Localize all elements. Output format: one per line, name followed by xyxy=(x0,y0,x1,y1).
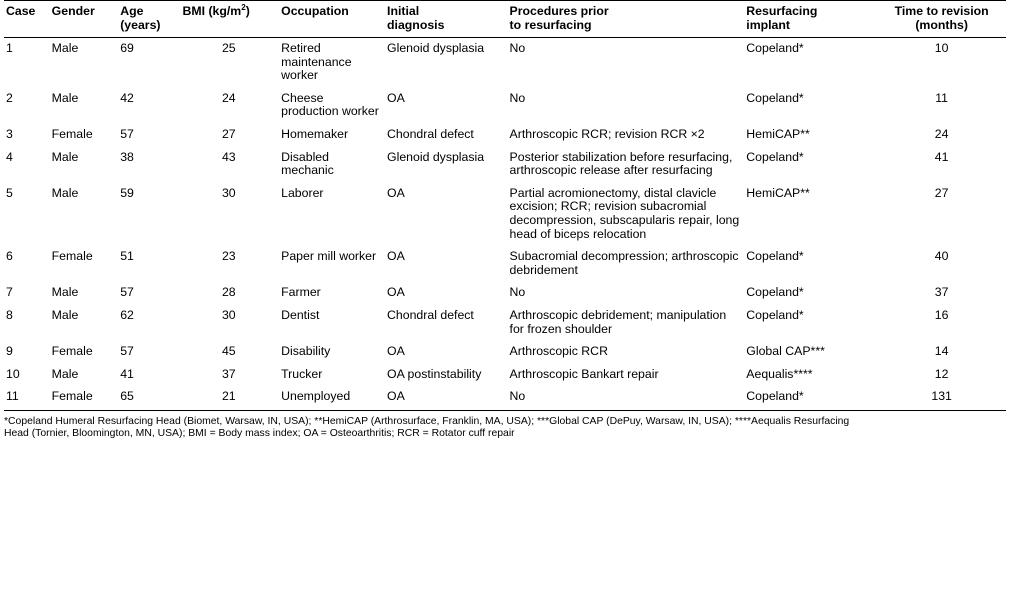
cell-procedures: No xyxy=(509,285,526,300)
cell-diagnosis: OA xyxy=(387,285,405,300)
cell-implant: HemiCAP** xyxy=(746,185,810,200)
cell-time: 131 xyxy=(879,386,1006,410)
column-header-time-to-revision: Time to revision (months) xyxy=(879,1,1006,38)
cell-gender: Male xyxy=(51,307,79,322)
cell-diagnosis: Glenoid dysplasia xyxy=(387,41,485,55)
cell-gender: Female xyxy=(51,344,93,359)
cell-implant: Copeland* xyxy=(746,307,804,322)
cell-occupation: Laborer xyxy=(281,185,324,200)
column-header-diagnosis: Initial diagnosis xyxy=(385,1,508,38)
table-header-row xyxy=(4,1,1006,38)
cell-time: 40 xyxy=(934,249,949,264)
cell-age: 41 xyxy=(120,366,134,381)
table-row xyxy=(4,147,1006,183)
cell-procedures: Posterior stabilization before resurfacing, arthroscopic release after resurfacing xyxy=(509,149,733,178)
cell-time: 24 xyxy=(934,126,949,141)
cell-case: 1 xyxy=(6,41,13,55)
cell-time: 41 xyxy=(934,149,949,164)
cell-age: 57 xyxy=(120,126,134,141)
cell-time: 12 xyxy=(934,366,949,381)
cell-procedures: No xyxy=(508,386,745,410)
cell-bmi: 43 xyxy=(221,149,236,164)
cell-implant: Copeland* xyxy=(746,285,804,300)
cell-gender: Female xyxy=(51,126,93,141)
cell-age: 69 xyxy=(120,41,134,55)
table-row xyxy=(4,305,1006,341)
cell-case: 9 xyxy=(6,344,13,359)
column-header-procedures: Procedures prior to resurfacing xyxy=(508,1,745,38)
cell-age: 38 xyxy=(120,149,134,164)
cell-occupation: Unemployed xyxy=(279,386,385,410)
table-header xyxy=(4,1,1006,38)
cell-gender: Male xyxy=(51,366,79,381)
cell-diagnosis: OA xyxy=(387,344,405,359)
cell-diagnosis: Glenoid dysplasia xyxy=(387,149,485,164)
cell-bmi: 30 xyxy=(221,307,236,322)
cell-case: 4 xyxy=(6,149,13,164)
cell-case: 10 xyxy=(6,366,20,381)
column-header-gender: Gender xyxy=(50,1,119,38)
column-header-bmi xyxy=(180,1,279,38)
cell-diagnosis: Chondral defect xyxy=(387,307,474,322)
cell-age: 42 xyxy=(120,90,134,105)
cell-occupation: Farmer xyxy=(281,285,321,300)
table-row xyxy=(4,88,1006,124)
cell-bmi: 24 xyxy=(221,90,236,105)
cell-case: 2 xyxy=(6,90,13,105)
cell-time: 10 xyxy=(934,41,949,55)
cell-bmi: 30 xyxy=(221,185,236,200)
cell-procedures: Arthroscopic Bankart repair xyxy=(509,366,659,381)
cell-procedures: Arthroscopic RCR; revision RCR ×2 xyxy=(509,126,705,141)
cell-case: 11 xyxy=(4,386,50,410)
table-row xyxy=(4,246,1006,282)
cell-procedures: Arthroscopic RCR xyxy=(509,344,608,359)
cell-implant: Copeland* xyxy=(746,249,804,264)
cell-age: 62 xyxy=(120,307,134,322)
footnote-line-1: *Copeland Humeral Resurfacing Head (Biomet, Warsaw, IN, USA); **HemiCAP (Arthrosurface, Franklin, MA, USA); ***Global CAP (DePuy, Warsaw, IN, USA); ****Aequalis Resurfacing xyxy=(4,415,850,427)
cell-occupation: Homemaker xyxy=(281,126,349,141)
cell-implant: Global CAP*** xyxy=(746,344,825,359)
table-row xyxy=(4,386,1006,410)
cell-age: 51 xyxy=(120,249,134,264)
cell-time: 27 xyxy=(934,185,949,200)
cell-procedures: Partial acromionectomy, distal clavicle excision; RCR; revision subacromial decompression, subscapularis repair, long head of biceps relocation xyxy=(509,185,740,241)
column-header-bmi-text: BMI $(kg/m^2)$ xyxy=(182,2,250,18)
cell-occupation: Retired maintenance worker xyxy=(281,41,352,83)
cell-case: 5 xyxy=(6,185,13,200)
cell-procedures: No xyxy=(509,90,526,105)
cell-gender: Male xyxy=(51,90,79,105)
footnote-line-2: Head (Tornier, Bloomington, MN, USA); BMI = Body mass index; OA = Osteoarthritis; RCR = Rotator cuff repair xyxy=(4,428,515,440)
cell-occupation: Paper mill worker xyxy=(281,249,377,264)
cell-diagnosis: OA xyxy=(387,185,405,200)
cell-diagnosis: OA xyxy=(387,249,405,264)
cell-bmi: 37 xyxy=(221,366,236,381)
cell-gender: Male xyxy=(51,41,79,55)
patient-data-table xyxy=(4,0,1006,411)
table-body xyxy=(4,38,1006,411)
cell-diagnosis: Chondral defect xyxy=(387,126,474,141)
cell-age: 57 xyxy=(120,344,134,359)
cell-time: 37 xyxy=(934,285,949,300)
cell-age: 59 xyxy=(120,185,134,200)
cell-time: 14 xyxy=(934,344,949,359)
cell-bmi: 45 xyxy=(221,344,236,359)
cell-implant: Copeland* xyxy=(746,149,804,164)
cell-gender: Male xyxy=(51,185,79,200)
table-row xyxy=(4,124,1006,147)
cell-diagnosis: OA xyxy=(387,90,405,105)
cell-bmi: 23 xyxy=(221,249,236,264)
cell-implant: HemiCAP** xyxy=(746,126,810,141)
cell-diagnosis: OA postinstability xyxy=(387,366,482,381)
table-footnotes xyxy=(4,416,1006,441)
cell-bmi: 21 xyxy=(180,386,279,410)
cell-occupation: Cheese production worker xyxy=(281,90,379,119)
table-row xyxy=(4,341,1006,364)
table-row xyxy=(4,364,1006,387)
cell-implant: Copeland* xyxy=(746,41,804,55)
cell-occupation: Disabled mechanic xyxy=(281,149,334,178)
column-header-case: Case xyxy=(4,1,50,38)
cell-time: 11 xyxy=(935,90,949,105)
column-header-age: Age (years) xyxy=(118,1,180,38)
cell-procedures: No xyxy=(509,41,526,55)
cell-gender: Male xyxy=(51,149,79,164)
cell-occupation: Trucker xyxy=(281,366,323,381)
cell-age: 65 xyxy=(118,386,180,410)
cell-bmi: 28 xyxy=(221,285,236,300)
cell-implant: Copeland* xyxy=(746,90,804,105)
table-row xyxy=(4,38,1006,88)
cell-case: 8 xyxy=(6,307,13,322)
cell-bmi: 25 xyxy=(221,41,236,55)
cell-age: 57 xyxy=(120,285,134,300)
cell-gender: Female xyxy=(50,386,119,410)
column-header-implant: Resurfacing implant xyxy=(744,1,879,38)
cell-case: 7 xyxy=(6,285,13,300)
cell-procedures: Arthroscopic debridement; manipulation for frozen shoulder xyxy=(509,307,727,336)
table-row xyxy=(4,183,1006,246)
cell-time: 16 xyxy=(934,307,949,322)
cell-occupation: Dentist xyxy=(281,307,320,322)
cell-case: 3 xyxy=(6,126,13,141)
cell-procedures: Subacromial decompression; arthroscopic debridement xyxy=(509,249,739,277)
cell-implant: Aequalis**** xyxy=(746,366,813,381)
cell-bmi: 27 xyxy=(221,126,236,141)
cell-gender: Female xyxy=(51,249,93,264)
cell-gender: Male xyxy=(51,285,79,300)
column-header-occupation: Occupation xyxy=(279,1,385,38)
cell-case: 6 xyxy=(6,249,13,264)
cell-occupation: Disability xyxy=(281,344,331,359)
cell-diagnosis: OA xyxy=(385,386,508,410)
table-row xyxy=(4,282,1006,305)
cell-implant: Copeland* xyxy=(744,386,879,410)
